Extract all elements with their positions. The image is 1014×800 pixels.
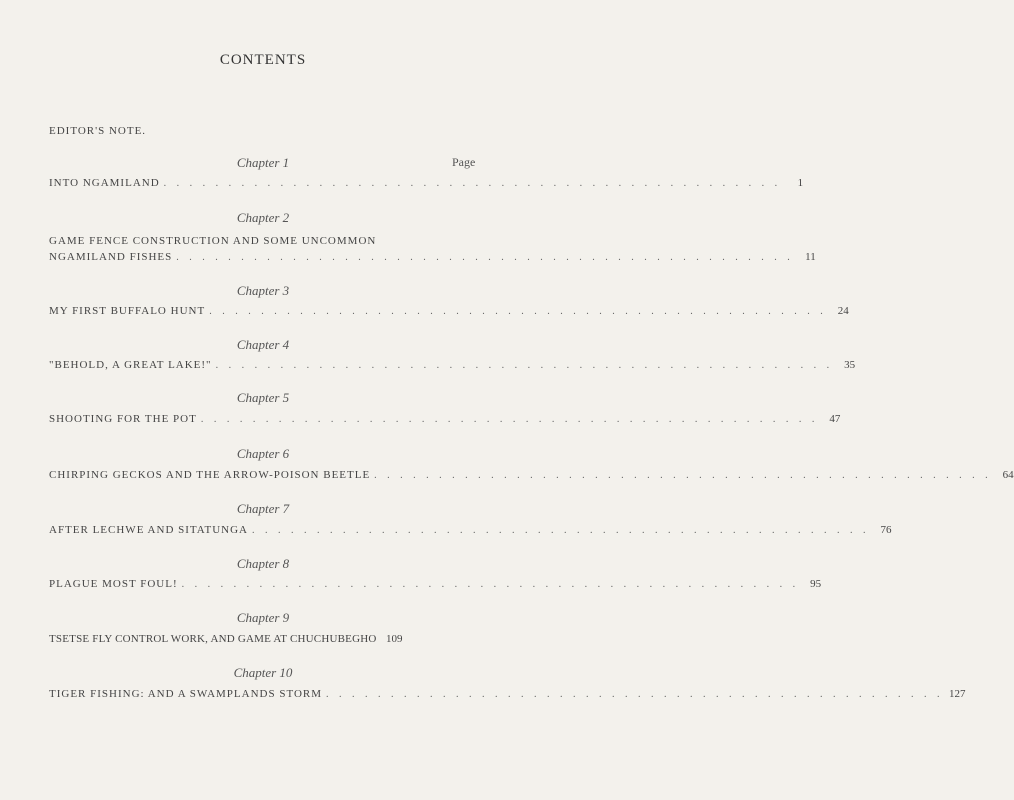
chapter-title: CHIRPING GECKOS AND THE ARROW-POISON BEETLE xyxy=(49,469,371,481)
chapter-entry xyxy=(49,251,816,267)
chapter-title: NGAMILAND FISHES xyxy=(49,251,173,263)
chapter-entry xyxy=(49,413,841,429)
page-number: 1 xyxy=(797,177,804,189)
dot-leader: . . . . . . . . . . . . . . . . . . . . . . . . . . . . . . . . . . . . . . . . . . . . . . . . xyxy=(374,470,992,481)
page-number: 127 xyxy=(949,688,966,700)
page-number: 109 xyxy=(386,633,403,645)
chapter-entry xyxy=(49,578,822,594)
page-number: 64 xyxy=(1002,469,1014,481)
page-number: 95 xyxy=(810,578,822,590)
chapter-entry xyxy=(49,305,849,321)
chapter-title: MY FIRST BUFFALO HUNT xyxy=(49,305,206,317)
chapter-title: INTO NGAMILAND xyxy=(49,177,160,189)
chapter-label: Chapter 8 xyxy=(236,556,290,571)
dot-leader: . . . . . . . . . . . . . . . . . . . . . . . . . . . . . . . . . . . . . . . . . . . . . . . . xyxy=(163,178,782,189)
dot-leader: . . . . . . . . . . . . . . . . . . . . . . . . . . . . . . . . . . . . . . . . . . . . . . . . xyxy=(181,579,800,590)
chapter-title-line1: GAME FENCE CONSTRUCTION AND SOME UNCOMMON xyxy=(49,235,377,247)
chapter-label: Chapter 3 xyxy=(236,283,290,298)
dot-leader: . . . . . . . . . . . . . . . . . . . . . . . . . . . . . . . . . . . . . . . . . . . . . . . . xyxy=(251,525,870,536)
page-title: CONTENTS xyxy=(219,52,307,68)
editors-note: EDITOR'S NOTE. xyxy=(49,125,147,137)
chapter-label: Chapter 4 xyxy=(236,337,290,352)
dot-leader: . . . . . . . . . . . . . . . . . . . . . . . . . . . . . . . . . . . . . . . . . . . . . . . . xyxy=(326,689,944,700)
chapter-label: Chapter 9 xyxy=(236,610,290,625)
chapter-entry xyxy=(49,177,804,193)
chapter-label: Chapter 2 xyxy=(236,210,290,225)
page-number: 11 xyxy=(805,251,816,263)
chapter-title: PLAGUE MOST FOUL! xyxy=(49,578,178,590)
page-number: 76 xyxy=(880,524,892,536)
dot-leader: . . . . . . . . . . . . . . . . . . . . . . . . . . . . . . . . . . . . . . . . . . . . . . . . xyxy=(215,360,834,371)
chapter-label: Chapter 1 xyxy=(236,155,290,170)
chapter-label: Chapter 7 xyxy=(236,501,290,516)
page-column-label: Page xyxy=(452,155,476,169)
page-number: 35 xyxy=(844,359,856,371)
dot-leader: . . . . . . . . . . . . . . . . . . . . . . . . . . . . . . . . . . . . . . . . . . . . . . . . xyxy=(176,252,794,263)
page-number: 47 xyxy=(829,413,841,425)
chapter-label: Chapter 6 xyxy=(236,446,290,461)
chapter-entry xyxy=(49,359,856,375)
chapter-entry xyxy=(49,469,1014,485)
chapter-title: TSETSE FLY CONTROL WORK, AND GAME AT CHUCHUBEGHO xyxy=(49,633,377,645)
chapter-entry xyxy=(49,524,892,540)
chapter-entry xyxy=(49,688,966,704)
chapter-title: AFTER LECHWE AND SITATUNGA xyxy=(49,524,248,536)
chapter-label: Chapter 10 xyxy=(233,665,293,680)
chapter-title: TIGER FISHING: AND A SWAMPLANDS STORM xyxy=(49,688,323,700)
chapter-entry xyxy=(49,633,478,649)
dot-leader: . . . . . . . . . . . . . . . . . . . . . . . . . . . . . . . . . . . . . . . . . . . . . . . . xyxy=(209,306,827,317)
page-number: 24 xyxy=(837,305,849,317)
dot-leader: . . . . . . . . . . . . . . . . . . . . . . . . . . . . . . . . . . . . . . . . . . . . . . . . xyxy=(200,414,819,425)
chapter-title: SHOOTING FOR THE POT xyxy=(49,413,197,425)
chapter-label: Chapter 5 xyxy=(236,390,290,405)
chapter-title: "BEHOLD, A GREAT LAKE!" xyxy=(49,359,212,371)
